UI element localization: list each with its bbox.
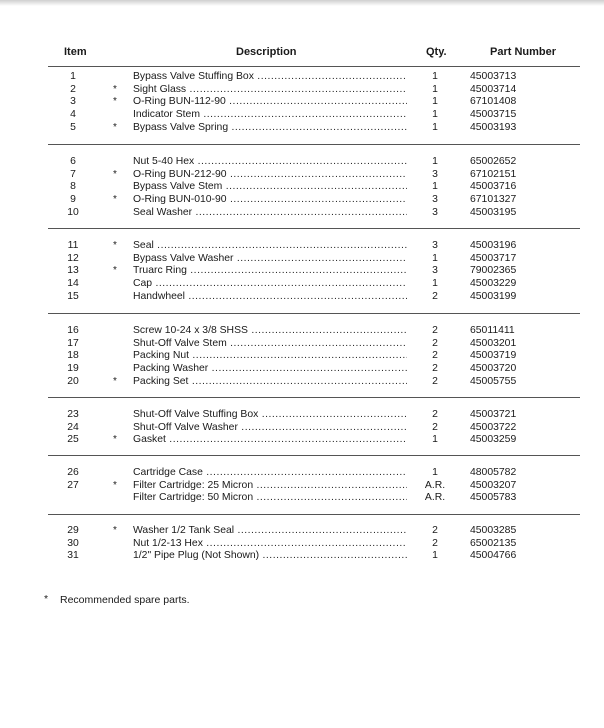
item-number: 5 [70, 121, 76, 133]
part-number: 45003720 [470, 363, 517, 375]
part-description: Bypass Valve Stem ..... [133, 181, 407, 194]
part-number: 45003199 [470, 290, 517, 302]
spare-part-asterisk: * [113, 434, 117, 446]
table-row [0, 278, 604, 291]
part-description: Shut-Off Valve Stem ..... [133, 338, 407, 351]
quantity: 2 [432, 409, 438, 420]
footnote-text: Recommended spare parts. [60, 594, 190, 606]
group-divider [48, 144, 580, 145]
quantity: 2 [432, 421, 438, 433]
quantity: 1 [432, 156, 438, 167]
parts-group [0, 240, 604, 303]
item-number: 10 [67, 206, 79, 218]
parts-group [0, 325, 604, 388]
parts-group [0, 156, 604, 219]
quantity: A.R. [424, 479, 446, 491]
page-top-edge [0, 0, 604, 6]
table-row [0, 96, 604, 109]
table-row [0, 525, 604, 538]
item-number: 16 [67, 325, 79, 336]
item-number: 13 [67, 265, 79, 277]
part-description: Sight Glass ..... [133, 84, 407, 97]
part-description: Indicator Stem ..... [133, 109, 407, 122]
table-row [0, 538, 604, 551]
table-row [0, 422, 604, 435]
table-row [0, 338, 604, 351]
parts-group [0, 525, 604, 563]
quantity: 1 [432, 434, 438, 446]
spare-part-asterisk: * [113, 265, 117, 277]
quantity: 1 [432, 109, 438, 121]
header-description: Description [236, 46, 297, 58]
part-description: Nut 5-40 Hex ..... [133, 156, 407, 169]
table-row [0, 409, 604, 422]
quantity: 1 [432, 181, 438, 193]
item-number: 25 [67, 434, 79, 446]
part-description: Screw 10-24 x 3/8 SHSS ..... [133, 325, 407, 338]
item-number: 26 [67, 467, 79, 478]
item-number: 30 [67, 537, 79, 549]
header-item: Item [64, 46, 87, 58]
part-number: 45004766 [470, 550, 517, 562]
item-number: 24 [67, 421, 79, 433]
table-row [0, 109, 604, 122]
item-number: 18 [67, 350, 79, 362]
table-row [0, 265, 604, 278]
quantity: 1 [432, 252, 438, 264]
quantity: 3 [432, 206, 438, 218]
part-number: 65002652 [470, 156, 517, 167]
part-description: Cap ..... [133, 278, 407, 291]
part-description: Packing Set ..... [133, 376, 407, 389]
table-row [0, 84, 604, 97]
part-description: 1/2" Pipe Plug (Not Shown) ..... [133, 550, 407, 563]
part-description: Seal ..... [133, 240, 407, 253]
item-number: 14 [67, 278, 79, 290]
item-number: 4 [70, 109, 76, 121]
quantity: 1 [432, 121, 438, 133]
part-number: 45003716 [470, 181, 517, 193]
quantity: 2 [432, 537, 438, 549]
quantity: 1 [432, 83, 438, 95]
quantity: 3 [432, 168, 438, 180]
table-row [0, 291, 604, 304]
item-number: 9 [70, 194, 76, 206]
part-number: 79002365 [470, 265, 517, 277]
table-row [0, 434, 604, 447]
spare-part-asterisk: * [113, 121, 117, 133]
table-row [0, 122, 604, 135]
part-description: Bypass Valve Washer ..... [133, 253, 407, 266]
quantity: 2 [432, 290, 438, 302]
quantity: 2 [432, 375, 438, 387]
part-number: 45003721 [470, 409, 517, 420]
quantity: 1 [432, 71, 438, 82]
table-header [0, 46, 604, 66]
part-number: 45003722 [470, 421, 517, 433]
part-number: 65002135 [470, 537, 517, 549]
spare-part-asterisk: * [113, 194, 117, 206]
part-number: 45003229 [470, 278, 517, 290]
parts-group [0, 467, 604, 505]
part-description: Shut-Off Valve Stuffing Box ..... [133, 409, 407, 422]
quantity: 2 [432, 350, 438, 362]
item-number: 7 [70, 168, 76, 180]
table-row [0, 550, 604, 563]
spare-part-asterisk: * [113, 479, 117, 491]
part-number: 45003259 [470, 434, 517, 446]
item-number: 2 [70, 83, 76, 95]
part-description: Cartridge Case ..... [133, 467, 407, 480]
item-number: 6 [70, 156, 76, 167]
table-row [0, 240, 604, 253]
part-number: 45003207 [470, 479, 517, 491]
part-description: O-Ring BUN-212-90 ..... [133, 169, 407, 182]
group-divider [48, 514, 580, 515]
part-number: 65011411 [470, 325, 515, 336]
part-number: 45003717 [470, 252, 517, 264]
item-number: 31 [67, 550, 79, 562]
item-number: 29 [67, 525, 79, 536]
part-description: Filter Cartridge: 25 Micron ..... [133, 480, 407, 493]
item-number: 12 [67, 252, 79, 264]
table-row [0, 492, 604, 505]
part-number: 45003193 [470, 121, 517, 133]
table-row [0, 480, 604, 493]
table-row [0, 467, 604, 480]
parts-group [0, 409, 604, 447]
header-part-number: Part Number [490, 46, 557, 58]
group-divider [48, 228, 580, 229]
table-row [0, 71, 604, 84]
item-number: 27 [67, 479, 79, 491]
item-number: 11 [67, 240, 79, 251]
item-number: 19 [67, 363, 79, 375]
part-description: Bypass Valve Spring ..... [133, 122, 407, 135]
part-description: Packing Nut ..... [133, 350, 407, 363]
part-number: 67101327 [470, 194, 517, 206]
parts-group [0, 71, 604, 134]
table-row [0, 169, 604, 182]
part-description: Truarc Ring ..... [133, 265, 407, 278]
quantity: 1 [432, 278, 438, 290]
spare-part-asterisk: * [113, 375, 117, 387]
part-description: O-Ring BUN-112-90 ..... [133, 96, 407, 109]
group-divider [48, 455, 580, 456]
quantity: 2 [432, 363, 438, 375]
item-number: 1 [70, 71, 76, 82]
part-description: Seal Washer ..... [133, 207, 407, 220]
part-description: Nut 1/2-13 Hex ..... [133, 538, 407, 551]
header-qty: Qty. [426, 46, 447, 58]
part-number: 45003714 [470, 83, 517, 95]
spare-part-asterisk: * [113, 168, 117, 180]
part-number: 45003196 [470, 240, 517, 251]
part-description: O-Ring BUN-010-90 ..... [133, 194, 407, 207]
item-number: 23 [67, 409, 79, 420]
part-number: 45005755 [470, 375, 517, 387]
spare-part-asterisk: * [113, 240, 117, 251]
quantity: 2 [432, 525, 438, 536]
part-description: Bypass Valve Stuffing Box ..... [133, 71, 407, 84]
quantity: 1 [432, 96, 438, 108]
item-number: 17 [67, 337, 79, 349]
quantity: 1 [432, 550, 438, 562]
item-number: 20 [67, 375, 79, 387]
part-number: 45003285 [470, 525, 517, 536]
quantity: 3 [432, 265, 438, 277]
part-description: Packing Washer ..... [133, 363, 407, 376]
table-row [0, 325, 604, 338]
part-number: 48005782 [470, 467, 517, 478]
table-row [0, 253, 604, 266]
spare-part-asterisk: * [113, 96, 117, 108]
table-row [0, 194, 604, 207]
part-description: Shut-Off Valve Washer ..... [133, 422, 407, 435]
part-number: 45003713 [470, 71, 517, 82]
part-description: Handwheel ..... [133, 291, 407, 304]
group-divider [48, 397, 580, 398]
item-number: 8 [70, 181, 76, 193]
quantity: 1 [432, 467, 438, 478]
part-number: 45003715 [470, 109, 517, 121]
table-row [0, 376, 604, 389]
quantity: 2 [432, 325, 438, 336]
part-description: Filter Cartridge: 50 Micron ..... [133, 492, 407, 505]
quantity: 3 [432, 240, 438, 251]
part-number: 45003719 [470, 350, 517, 362]
footnote-asterisk: * [44, 593, 49, 605]
quantity: A.R. [424, 492, 446, 504]
part-description: Washer 1/2 Tank Seal ..... [133, 525, 407, 538]
spare-part-asterisk: * [113, 83, 117, 95]
quantity: 2 [432, 337, 438, 349]
part-number: 67102151 [470, 168, 517, 180]
part-number: 45005783 [470, 492, 517, 504]
group-divider [48, 313, 580, 314]
header-divider [48, 66, 580, 67]
part-number: 67101408 [470, 96, 517, 108]
item-number: 3 [70, 96, 76, 108]
table-row [0, 350, 604, 363]
table-row [0, 156, 604, 169]
quantity: 3 [432, 194, 438, 206]
table-row [0, 207, 604, 220]
part-number: 45003201 [470, 337, 517, 349]
spare-part-asterisk: * [113, 525, 117, 536]
table-row [0, 181, 604, 194]
part-description: Gasket ..... [133, 434, 407, 447]
table-row [0, 363, 604, 376]
part-number: 45003195 [470, 206, 517, 218]
item-number: 15 [67, 290, 79, 302]
